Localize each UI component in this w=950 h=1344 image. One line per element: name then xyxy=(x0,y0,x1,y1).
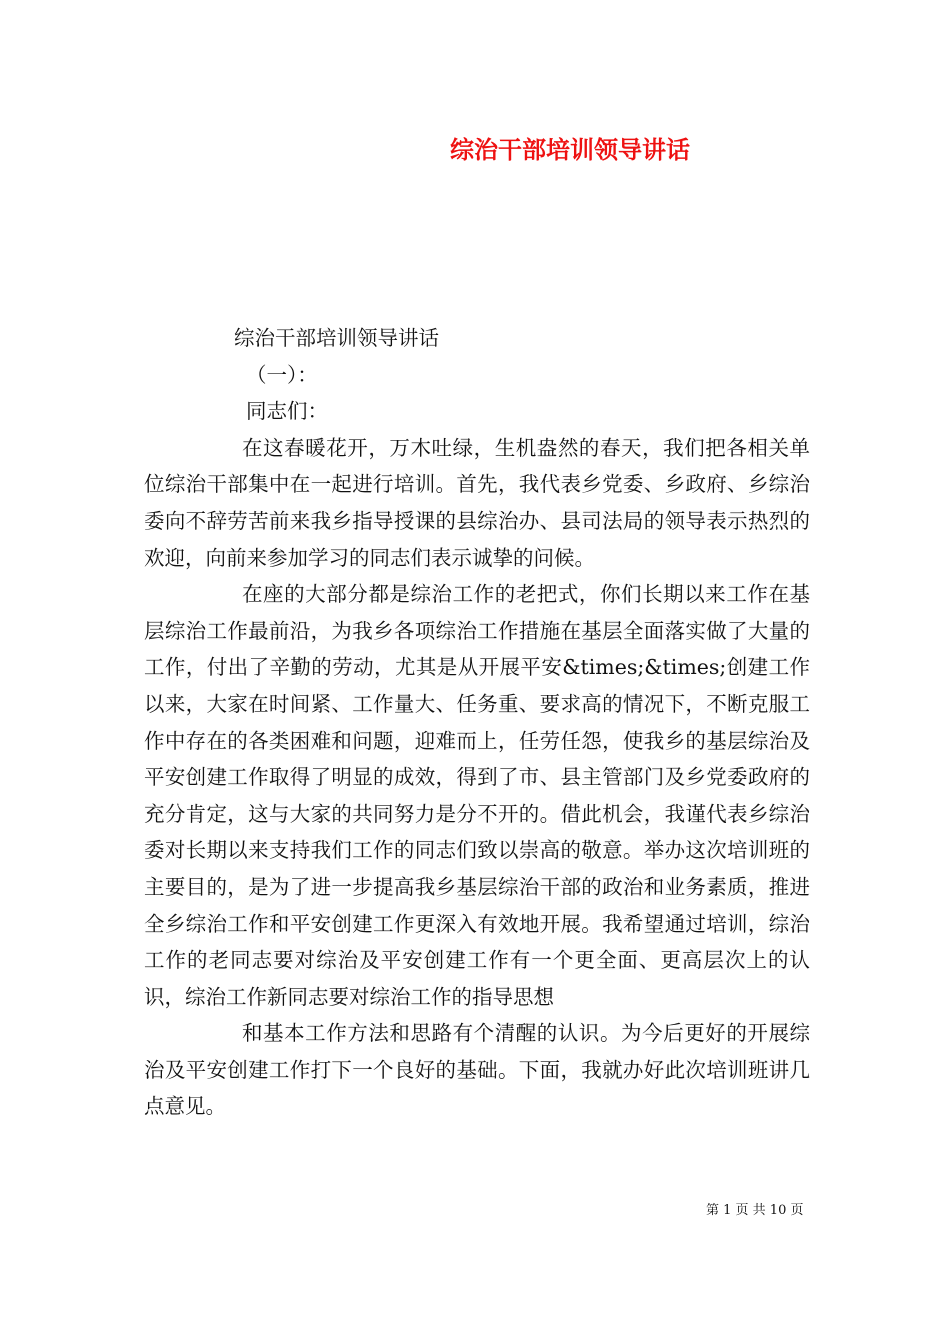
salutation: 同志们： xyxy=(246,399,328,424)
paragraph-2: 在座的大部分都是综治工作的老把式，你们长期以来工作在基层综治工作最前沿，为我乡各项综治工作措施在基层全面落实做了大量的工作，付出了辛勤的劳动，尤其是从开展平安&times;&times;创建工作以来，大家在时间紧、工作量大、任务重、要求高的情况下，不断克服工作中存在的各类困难和问题，迎难而上，任劳任怨，使我乡的基层综治及平安创建工作取得了明显的成效，得到了市、县主管部门及乡党委政府的充分肯定，这与大家的共同努力是分不开的。借此机会，我谨代表乡综治委对长期以来支持我们工作的同志们致以崇高的敬意。举办这次培训班的主要目的，是为了进一步提高我乡基层综治干部的政治和业务素质，推进全乡综治工作和平安创建工作更深入有效地开展。我希望通过培训，综治工作的老同志要对综治及平安创建工作有一个更全面、更高层次上的认识，综治工作新同志要对综治工作的指导思想 xyxy=(144,582,810,1009)
section-marker: （一）： xyxy=(246,362,318,387)
speech-subtitle: 综治干部培训领导讲话 xyxy=(234,326,439,350)
document-title: 综治干部培训领导讲话 xyxy=(450,135,690,164)
paragraph-1: 在这春暖花开，万木吐绿，生机盎然的春天，我们把各相关单位综治干部集中在一起进行培训。首先，我代表乡党委、乡政府、乡综治委向不辞劳苦前来我乡指导授课的县综治办、县司法局的领导表示热烈的欢迎，向前来参加学习的同志们表示诚挚的问候。 xyxy=(144,435,810,570)
paragraph-3: 和基本工作方法和思路有个清醒的认识。为今后更好的开展综治及平安创建工作打下一个良好的基础。下面，我就办好此次培训班讲几点意见。 xyxy=(144,1021,810,1119)
document-body xyxy=(144,320,810,1125)
page-number-footer: 第 1 页 共 10 页 xyxy=(706,1203,804,1218)
